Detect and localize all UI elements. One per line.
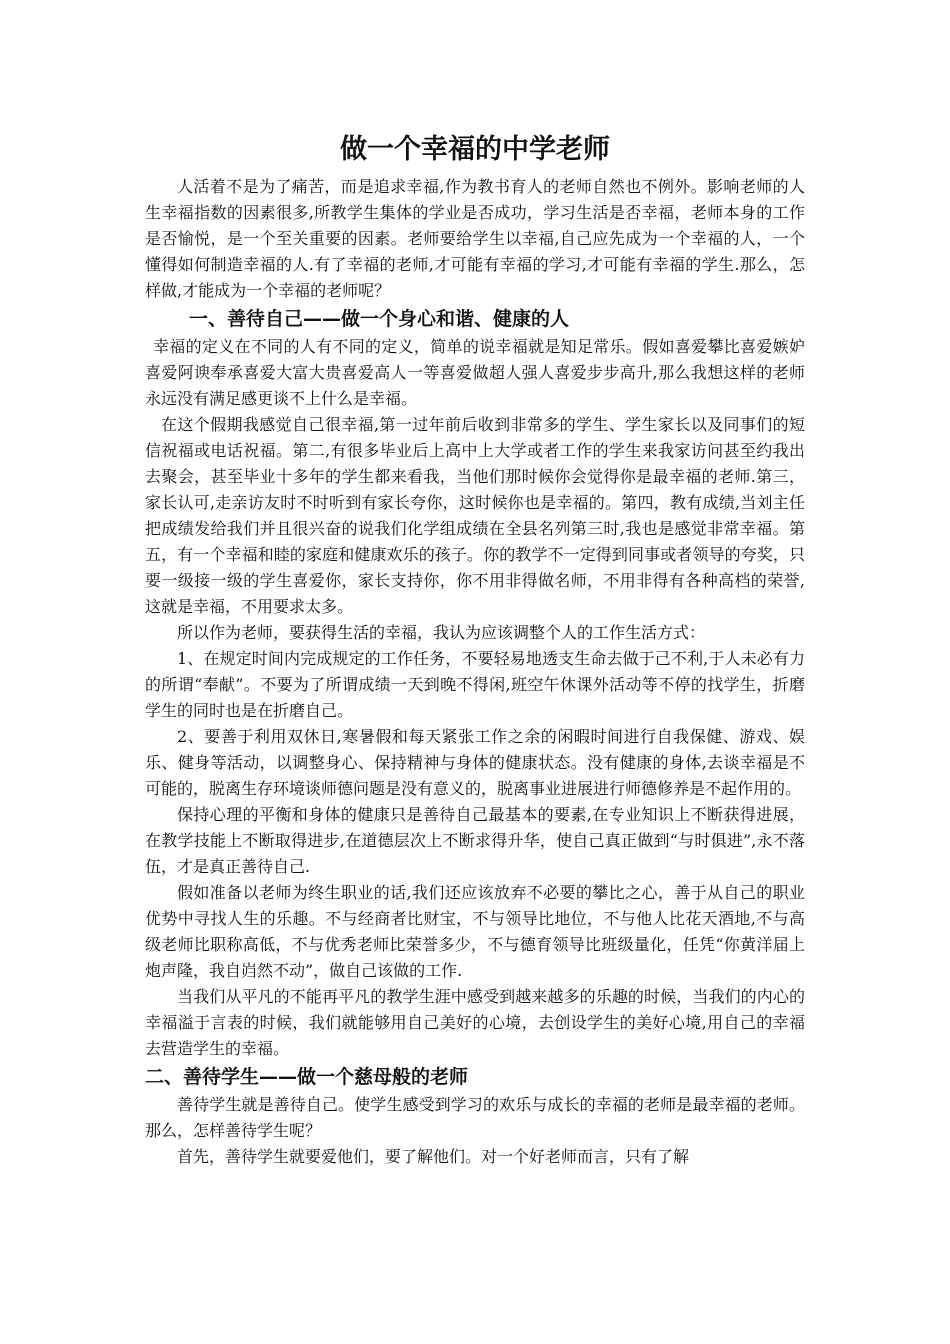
section1-paragraph-2: 在这个假期我感觉自己很幸福,第一过年前后收到非常多的学生、学生家长以及同事们的短信祝福或电话祝福。第二,有很多毕业后上高中上大学或者工作的学生来我家访问甚至约我出去聚会，甚至毕业十多年的学生都来看我，当他们那时候你会觉得你是最幸福的老师.第三，家长认可,走亲访友时不时听到有家长夸你，这时候你也是幸福的。第四，教有成绩,当刘主任把成绩发给我们并且很兴奋的说我们化学组成绩在全县名列第三时,我也是感觉非常幸福。第五，有一个幸福和睦的家庭和健康欢乐的孩子。你的教学不一定得到同事或者领导的夸奖，只要一级接一级的学生喜爱你，家长支持你，你不用非得做名师，不用非得有各种高档的荣誉,这就是幸福，不用要求太多。 (145, 415, 805, 616)
section1-heading: 一、善待自己——做一个身心和谐、健康的人 (189, 308, 570, 330)
section1-paragraph-5: 2、要善于利用双休日,寒暑假和每天紧张工作之余的闲暇时间进行自我保健、游戏、娱乐、健身等活动，以调整身心、保持精神与身体的健康状态。没有健康的身体,去谈幸福是不可能的，脱离生存环境谈师德问题是没有意义的，脱离事业进展进行师德修养是不起作用的。 (145, 727, 805, 798)
section1-paragraph-7: 假如准备以老师为终生职业的话,我们还应该放弃不必要的攀比之心，善于从自己的职业优势中寻找人生的乐趣。不与经商者比财宝，不与领导比地位，不与他人比花天酒地,不与高级老师比职称高低，不与优秀老师比荣誉多少，不与德育领导比班级量化，任凭“你黄洋届上炮声隆，我自岿然不动”，做自己该做的工作. (145, 883, 805, 980)
section1-paragraph-4: 1、在规定时间内完成规定的工作任务，不要轻易地透支生命去做于己不利,于人未必有力的所谓“奉献”。不要为了所谓成绩一天到晚不得闲,班空午休课外活动等不停的找学生，折磨学生的同时也是在折磨自己。 (145, 649, 805, 720)
intro-paragraph: 人活着不是为了痛苦，而是追求幸福,作为教书育人的老师自然也不例外。影响老师的人生幸福指数的因素很多,所教学生集体的学业是否成功，学习生活是否幸福，老师本身的工作是否愉悦，是一个至关重要的因素。老师要给学生以幸福,自己应先成为一个幸福的人，一个懂得如何制造幸福的人.有了幸福的老师,才可能有幸福的学习,才可能有幸福的学生.那么，怎样做,才能成为一个幸福的老师呢？ (145, 177, 805, 300)
document-title: 做一个幸福的中学老师 (340, 134, 610, 165)
document-body (145, 174, 805, 1170)
section2-heading: 二、善待学生——做一个慈母般的老师 (145, 1066, 469, 1088)
section1-paragraph-1: 幸福的定义在不同的人有不同的定义，简单的说幸福就是知足常乐。假如喜爱攀比喜爱嫉妒喜爱阿谀奉承喜爱大富大贵喜爱高人一等喜爱做超人强人喜爱步步高升,那么我想这样的老师永远没有满足感更谈不上什么是幸福。 (145, 337, 805, 408)
section2-paragraph-2: 首先，善待学生就要爱他们，要了解他们。对一个好老师而言，只有了解 (177, 1147, 690, 1166)
section2-paragraph-1: 善待学生就是善待自己。使学生感受到学习的欢乐与成长的幸福的老师是最幸福的老师。那么，怎样善待学生呢？ (145, 1095, 805, 1140)
section1-paragraph-8: 当我们从平凡的不能再平凡的教学生涯中感受到越来越多的乐趣的时候，当我们的内心的幸福溢于言表的时候，我们就能够用自己美好的心境，去创设学生的美好心境,用自己的幸福去营造学生的幸福。 (145, 987, 805, 1058)
section1-paragraph-3: 所以作为老师，要获得生活的幸福，我认为应该调整个人的工作生活方式： (177, 623, 706, 642)
section1-paragraph-6: 保持心理的平衡和身体的健康只是善待自己最基本的要素,在专业知识上不断获得进展，在教学技能上不断取得进步,在道德层次上不断求得升华，使自己真正做到“与时俱进”,永不落伍，才是真正善待自己. (145, 805, 805, 876)
